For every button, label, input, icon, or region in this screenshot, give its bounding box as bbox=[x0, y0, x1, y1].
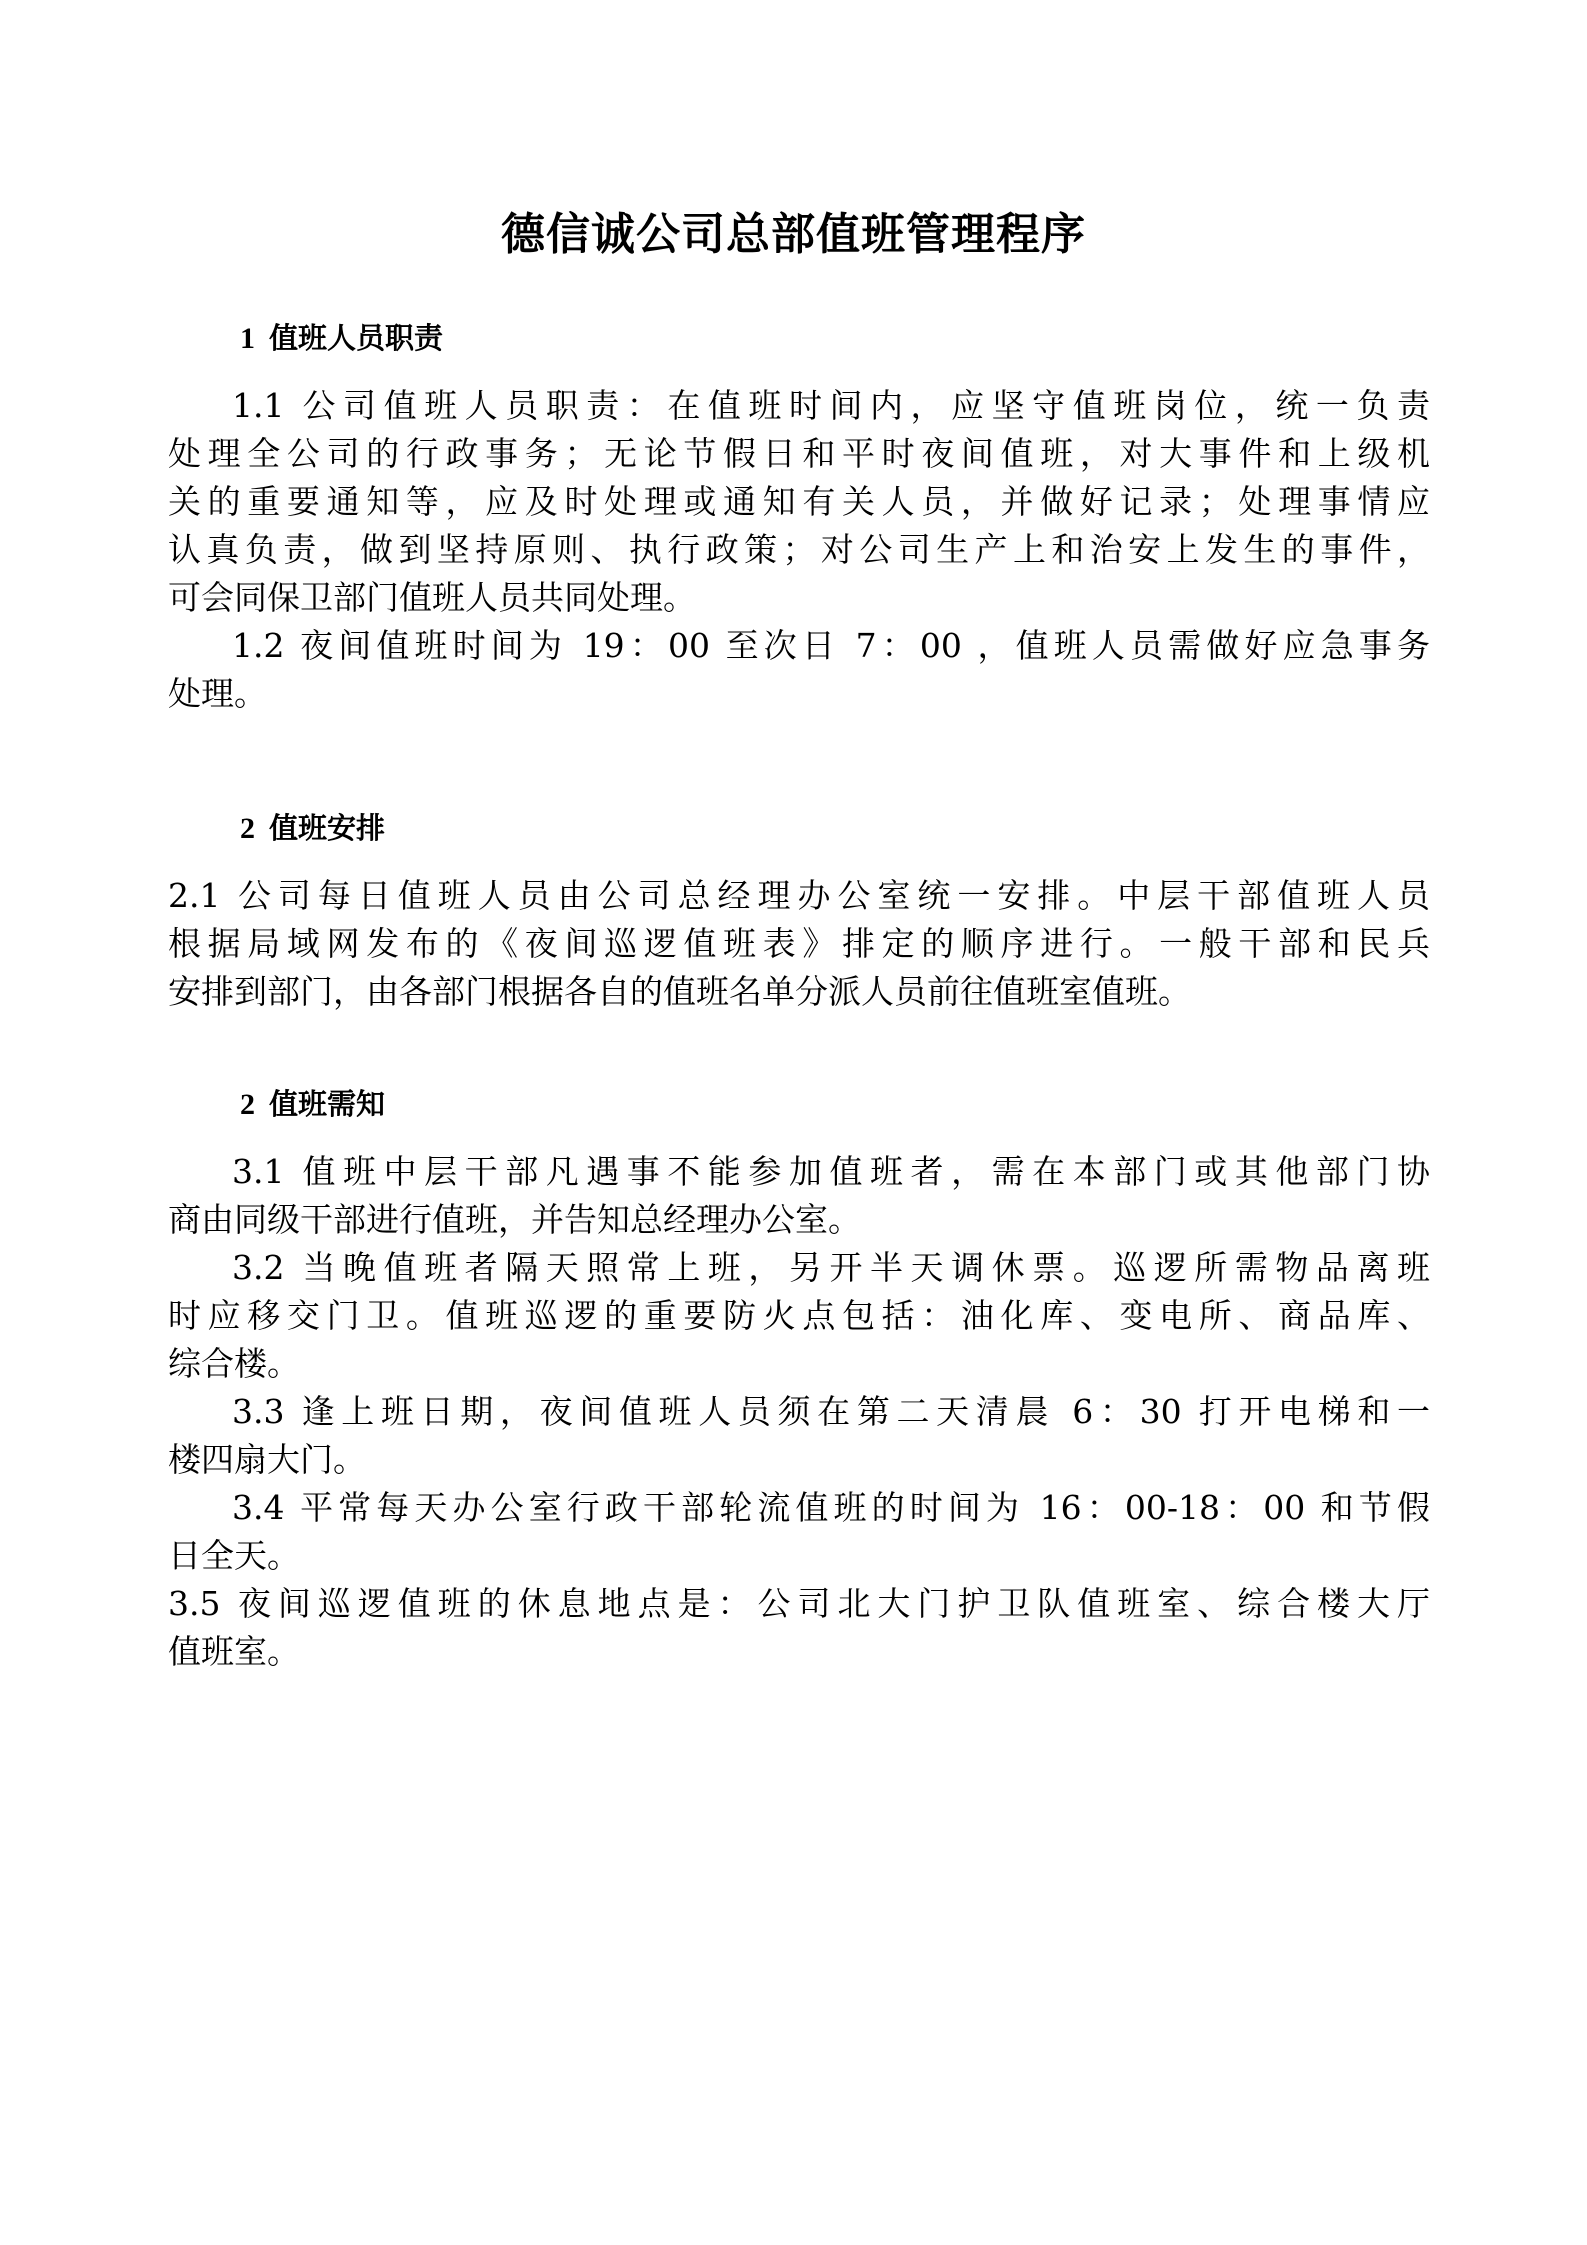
text-line: 处理。 bbox=[168, 674, 267, 713]
section-number: 2 bbox=[240, 812, 255, 845]
text-line: 安排到部门，由各部门根据各自的值班名单分派人员前往值班室值班。 bbox=[168, 972, 1191, 1011]
text-line: 认真负责，做到坚持原则、执行政策；对公司生产上和治安上发生的事件， bbox=[168, 530, 1430, 569]
paragraph-3-4 bbox=[168, 1484, 1430, 1580]
text-line: 根据局域网发布的《夜间巡逻值班表》排定的顺序进行。一般干部和民兵 bbox=[168, 924, 1430, 963]
text-line: 处理全公司的行政事务；无论节假日和平时夜间值班，对大事件和上级机 bbox=[168, 434, 1430, 473]
text-line: 2.1 公司每日值班人员由公司总经理办公室统一安排。中层干部值班人员 bbox=[168, 876, 1430, 915]
paragraph-2-1 bbox=[168, 872, 1430, 1016]
text-line: 3.2 当晚值班者隔天照常上班，另开半天调休票。巡逻所需物品离班 bbox=[232, 1248, 1430, 1287]
document-title: 德信诚公司总部值班管理程序 bbox=[501, 209, 1086, 260]
text-line: 3.3 逢上班日期，夜间值班人员须在第二天清晨 6：30 打开电梯和一 bbox=[232, 1392, 1430, 1431]
section-title: 值班需知 bbox=[269, 1087, 386, 1121]
text-line: 3.5 夜间巡逻值班的休息地点是：公司北大门护卫队值班室、综合楼大厅 bbox=[168, 1584, 1430, 1623]
text-line: 值班室。 bbox=[168, 1632, 300, 1671]
text-line: 1.1 公司值班人员职责：在值班时间内，应坚守值班岗位，统一负责 bbox=[232, 386, 1430, 425]
paragraph-1-1 bbox=[168, 382, 1430, 622]
text-line: 商由同级干部进行值班，并告知总经理办公室。 bbox=[168, 1200, 861, 1239]
paragraph-3-2 bbox=[168, 1244, 1430, 1388]
section-title: 值班安排 bbox=[269, 811, 386, 845]
paragraph-3-3 bbox=[168, 1388, 1430, 1484]
section-heading-3 bbox=[240, 1084, 385, 1125]
text-line: 日全天。 bbox=[168, 1536, 300, 1575]
text-line: 1.2 夜间值班时间为 19：00 至次日 7：00 ，值班人员需做好应急事务 bbox=[232, 626, 1430, 665]
text-line: 关的重要通知等，应及时处理或通知有关人员，并做好记录；处理事情应 bbox=[168, 482, 1430, 521]
text-line: 3.4 平常每天办公室行政干部轮流值班的时间为 16：00-18：00 和节假 bbox=[232, 1488, 1430, 1527]
section-number: 1 bbox=[240, 322, 255, 355]
section-number: 2 bbox=[240, 1088, 255, 1121]
paragraph-1-2 bbox=[168, 622, 1430, 718]
text-line: 3.1 值班中层干部凡遇事不能参加值班者，需在本部门或其他部门协 bbox=[232, 1152, 1430, 1191]
paragraph-3-1 bbox=[168, 1148, 1430, 1244]
text-line: 综合楼。 bbox=[168, 1344, 300, 1383]
section-heading-1 bbox=[240, 318, 443, 359]
paragraph-3-5 bbox=[168, 1580, 1430, 1676]
section-heading-2 bbox=[240, 808, 385, 849]
section-title: 值班人员职责 bbox=[269, 321, 444, 355]
text-line: 可会同保卫部门值班人员共同处理。 bbox=[168, 578, 696, 617]
text-line: 时应移交门卫。值班巡逻的重要防火点包括：油化库、变电所、商品库、 bbox=[168, 1296, 1430, 1335]
text-line: 楼四扇大门。 bbox=[168, 1440, 366, 1479]
